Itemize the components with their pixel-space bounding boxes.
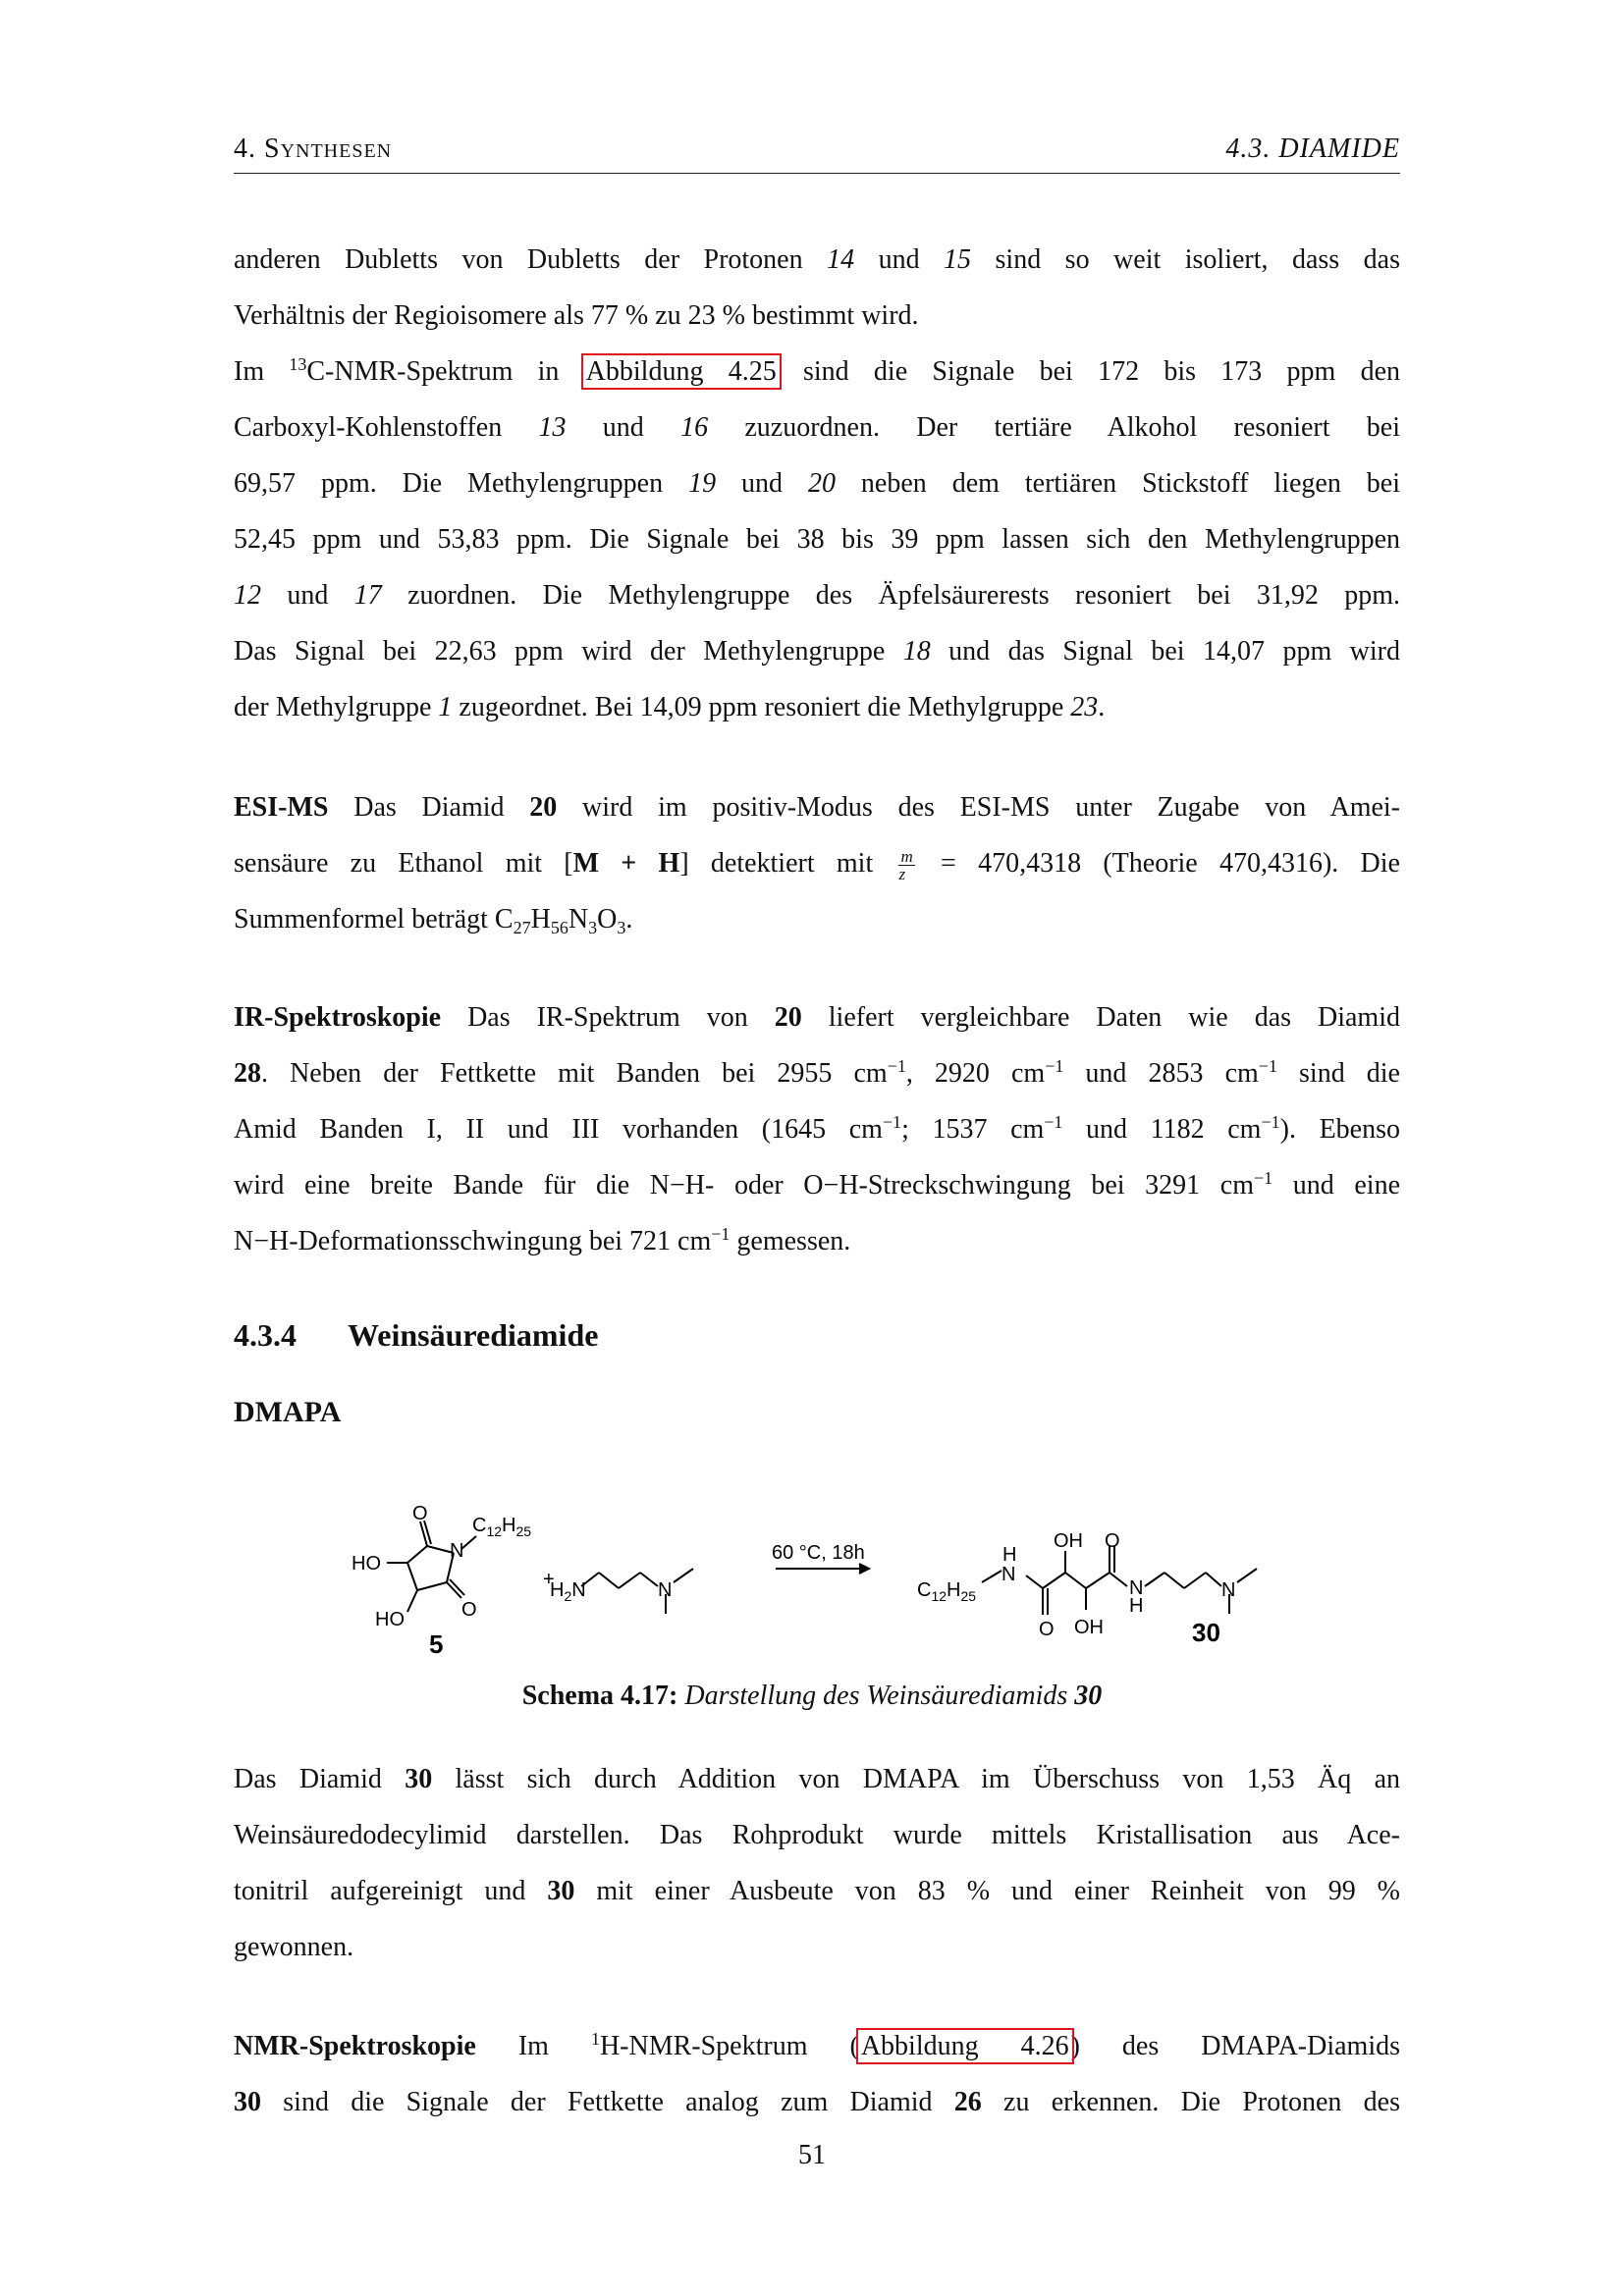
running-header: [234, 133, 1400, 174]
svg-text:OH: OH: [1074, 1617, 1104, 1638]
reaction-scheme: [334, 1492, 1296, 1669]
svg-text:N: N: [1001, 1564, 1016, 1585]
paragraph-ir: IR-Spektroskopie Das IR-Spektrum von 20 liefert vergleichbare Daten wie das Diamid 28. Neben der Fettkette mit Banden bei 2955 $cm^{-1}$, 2920 $cm^{-1}$ und 2853 $cm^{-1}$ sind die Amid Banden I, II und III vorhanden (1645 $cm^{-1}$; 1537 $cm^{-1}$ und 1182 $cm^{-1}$). Ebenso wird eine breite Bande für die N−H- oder O−H-Streckschwingung bei 3291 $cm^{-1}$ und eine N−H-Deformationsschwingung bei 721 $cm^{-1}$ gemessen.: [234, 1002, 1401, 1256]
svg-text:O: O: [1105, 1530, 1120, 1552]
caption-text: Darstellung des Weinsäurediamids: [677, 1681, 1075, 1711]
ir-heading: IR-Spektroskopie: [234, 1002, 442, 1033]
subsection-heading: DMAPA: [234, 1396, 342, 1428]
page-number: 51: [798, 2140, 826, 2170]
paragraph-13c-nmr: Im $^{13}$C-NMR-Spektrum in Abbildung 4.25 sind die Signale bei 172 bis 173 ppm den Carboxyl-Kohlenstoffen 13 und 16 zuzuordnen. Der tertiäre Alkohol resoniert bei 69,57 ppm. Die Methylengruppen 19 und 20 neben dem tertiären Stickstoff liegen bei 52,45 ppm und 53,83 ppm. Die Signale bei 38 bis 39 ppm lassen sich den Methylengruppen 12 und 17 zuordnen. Die Methylengruppe des Äpfelsäurerests resoniert bei 31,92 ppm. Das Signal bei 22,63 ppm wird der Methylengruppe 18 und das Signal bei 14,07 ppm wird der Methylgruppe 1 zugeordnet. Bei 14,09 ppm resoniert die Methylgruppe 23.: [234, 354, 1401, 722]
figure-link-4-26[interactable]: Abbildung 4.26: [860, 2031, 1069, 2061]
compound-30-label: 30: [1192, 1618, 1220, 1647]
paragraph-esi-ms: ESI-MS Das Diamid 20 wird im positiv-Modus des ESI-MS unter Zugabe von Amei- sensäure zu Ethanol mit [M + H] detektiert mit $\frac{m}{z}$ = 470,4318 (Theorie 470,4316). Die Summenformel beträgt $C_{27}H_{56}N_3O_3$.: [234, 792, 1401, 937]
esi-ms-heading: ESI-MS: [234, 792, 329, 823]
svg-text:C12H25: $C_{12}H_{25}$: [917, 1579, 977, 1604]
svg-text:HO: HO: [375, 1609, 405, 1630]
svg-text:N: N: [450, 1540, 464, 1562]
figure-link-4-25[interactable]: Abbildung 4.25: [585, 356, 777, 387]
svg-text:N: N: [1221, 1579, 1236, 1601]
paragraph-synthesis-30: Das Diamid 30 lässt sich durch Addition von DMAPA im Überschuss von 1,53 Äq an Weinsäuredodecylimid darstellen. Das Rohprodukt wurde mittels Kristallisation aus Ace- tonitril aufgereinigt und 30 mit einer Ausbeute von 83 % und einer Reinheit von 99 % gewonnen.: [234, 1764, 1401, 1962]
svg-text:H2N: $H_2N$: [550, 1579, 586, 1604]
caption-label: Schema 4.17:: [521, 1681, 678, 1711]
svg-text:O: O: [412, 1503, 428, 1524]
paragraph-nmr: NMR-Spektroskopie Im $^1$H-NMR-Spektrum (Abbildung 4.26) des DMAPA-Diamids 30 sind die Signale der Fettkette analog zum Diamid 26 zu erkennen. Die Protonen des: [234, 2029, 1401, 2117]
scheme-caption: Schema 4.17: Darstellung des Weinsäurediamids 30: [521, 1681, 1103, 1711]
svg-text:+: +: [543, 1569, 555, 1590]
svg-text:HO: HO: [352, 1553, 381, 1575]
svg-text:H: H: [1002, 1544, 1017, 1566]
section-heading: [234, 1317, 598, 1354]
section-number: 4.3.4: [234, 1317, 297, 1353]
svg-text:N: N: [658, 1579, 673, 1601]
header-chapter: 4. Synthesen: [234, 133, 393, 164]
svg-text:O: O: [461, 1599, 477, 1621]
paragraph-regioisomers: anderen Dubletts von Dubletts der Protonen 14 und 15 sind so weit isoliert, dass das Verhältnis der Regioisomere als 77 % zu 23 % bestimmt wird.: [234, 244, 1400, 331]
svg-text:N: N: [1129, 1577, 1144, 1599]
header-section: 4.3. DIAMIDE: [1225, 133, 1400, 164]
nmr-heading: NMR-Spektroskopie: [234, 2031, 476, 2061]
svg-text:C12H25: $C_{12}H_{25}$: [472, 1515, 532, 1539]
reaction-conditions: 60 °C, 18h: [772, 1542, 865, 1564]
compound-5-label: 5: [429, 1629, 444, 1659]
svg-text:O: O: [1039, 1619, 1055, 1640]
svg-text:H: H: [1129, 1595, 1144, 1617]
svg-text:OH: OH: [1054, 1530, 1083, 1552]
section-title: Weinsäurediamide: [348, 1317, 599, 1353]
mass-to-charge-fraction: $\frac{m}{z}$: [898, 847, 913, 884]
